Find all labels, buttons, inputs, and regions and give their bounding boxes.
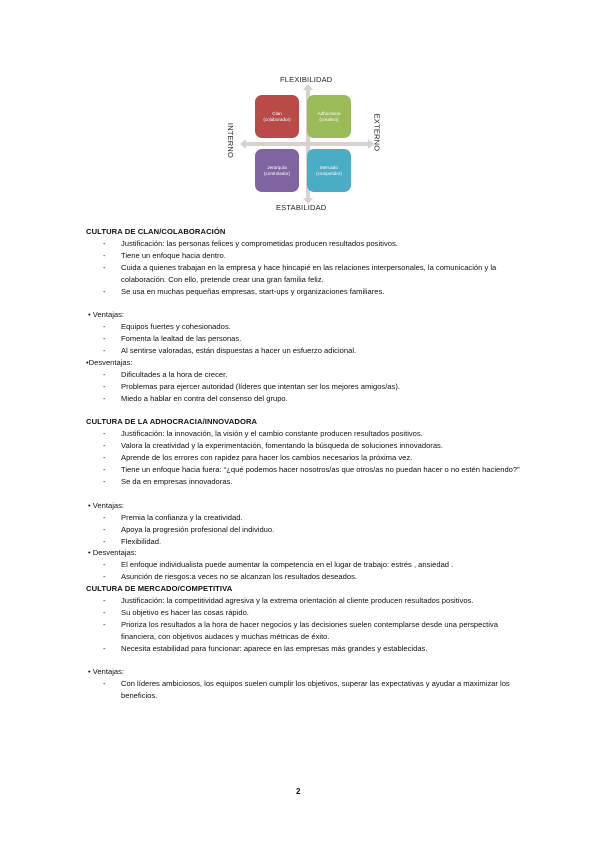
list-item: - Necesita estabilidad para funcionar: aparece en las empresas más grandes y establecidas. bbox=[86, 643, 526, 655]
quadrant-clan-subtitle: (colaborador) bbox=[263, 116, 291, 122]
list-item: - Justificación: la innovación, la visión y el cambio constante producen resultados positivos. bbox=[86, 428, 526, 440]
section-title-mercado: CULTURA DE MERCADO/COMPETITIVA bbox=[86, 584, 233, 594]
section-title-clan: CULTURA DE CLAN/COLABORACIÓN bbox=[86, 227, 226, 236]
list-item: - Premia la confianza y la creatividad. bbox=[86, 512, 526, 524]
desventajas-label-clan: •Desventajas: bbox=[86, 357, 133, 367]
section-title-adhocracia: CULTURA DE LA ADHOCRACIA/INNOVADORA bbox=[86, 417, 258, 427]
axis-label-left: INTERNO bbox=[226, 122, 236, 159]
list-item: - Al sentirse valoradas, están dispuestas a hacer un esfuerzo adicional. bbox=[86, 345, 526, 357]
quadrant-adhocracia-title: Adhocracia bbox=[317, 111, 341, 117]
axis-arrows bbox=[228, 72, 388, 217]
page-number: 2 bbox=[296, 787, 301, 796]
axis-label-bottom: ESTABILIDAD bbox=[276, 203, 327, 212]
list-item: - Cuida a quienes trabajan en la empresa y hace hincapié en las relaciones interpersonales, la comunicación y la colaboración. Con ello, pretende crear una gran familia feliz. bbox=[86, 262, 526, 286]
quadrant-jerarquia-subtitle: (controlador) bbox=[263, 170, 291, 176]
ventajas-label-mercado: • Ventajas: bbox=[88, 667, 125, 677]
ventajas-label-adhocracia: • Ventajas: bbox=[88, 500, 125, 510]
quadrant-adhocracia-subtitle: (creativo) bbox=[319, 116, 339, 122]
quadrant-mercado bbox=[307, 149, 351, 192]
list-item: - Su objetivo es hacer las cosas rápido. bbox=[86, 607, 526, 619]
list-item: - Apoya la progresión profesional del individuo. bbox=[86, 524, 526, 536]
list-item: - Asunción de riesgos:a veces no se alcanzan los resultados deseados. bbox=[86, 571, 526, 583]
list-item: - Tiene un enfoque hacia dentro. bbox=[86, 250, 526, 262]
list-item: - Valora la creatividad y la experimentación, fomentando la búsqueda de soluciones innovadoras. bbox=[86, 440, 526, 452]
list-item: - Justificación: la competitividad agresiva y la extrema orientación al cliente producen resultados positivos. bbox=[86, 595, 526, 607]
desventajas-label-adhocracia: • Desventajas: bbox=[88, 548, 137, 558]
quadrant-jerarquia bbox=[255, 149, 299, 192]
list-item: - Miedo a hablar en contra del consenso del grupo. bbox=[86, 393, 526, 405]
axis-label-top: FLEXIBILIDAD bbox=[280, 75, 333, 84]
culture-quadrant-diagram bbox=[228, 72, 388, 217]
list-item: - Prioriza los resultados a la hora de hacer negocios y las decisiones suelen contemplarse desde una perspectiva financiera, con objetivos audaces y muchas métricas de éxito. bbox=[86, 619, 526, 643]
list-item: - Con líderes ambiciosos, los equipos suelen cumplir los objetivos, superar las expectativas y ayudar a maximizar los beneficios. bbox=[86, 678, 526, 702]
quadrant-adhocracia bbox=[307, 95, 351, 138]
quadrant-clan bbox=[255, 95, 299, 138]
list-item: - Problemas para ejercer autoridad (líderes que intentan ser los mejores amigos/as). bbox=[86, 381, 526, 393]
ventajas-label-clan: • Ventajas: bbox=[88, 310, 125, 320]
list-item: - El enfoque individualista puede aumentar la competencia en el lugar de trabajo: estrés , ansiedad . bbox=[86, 559, 526, 571]
list-item: - Justificación: las personas felices y comprometidas producen resultados positivos. bbox=[86, 238, 526, 250]
list-item: - Flexibilidad. bbox=[86, 536, 526, 548]
list-item: - Equipos fuertes y cohesionados. bbox=[86, 321, 526, 333]
list-item: - Tiene un enfoque hacia fuera: “¿qué podemos hacer nosotros/as que otros/as no puedan hacer o no estén haciendo?” bbox=[86, 464, 526, 476]
axis-label-right: EXTERNO bbox=[372, 113, 382, 152]
list-item: - Dificultades a la hora de crecer. bbox=[86, 369, 526, 381]
quadrant-mercado-subtitle: (competidor) bbox=[316, 170, 342, 176]
document-body bbox=[86, 226, 526, 702]
quadrant-clan-title: Clan bbox=[272, 111, 282, 117]
quadrant-jerarquia-title: Jerarquía bbox=[267, 165, 287, 171]
list-item: - Aprende de los errores con rapidez para hacer los cambios necesarios la próxima vez. bbox=[86, 452, 526, 464]
list-item: - Se da en empresas innovadoras. bbox=[86, 476, 526, 488]
list-item: - Se usa en muchas pequeñas empresas, start-ups y organizaciones familiares. bbox=[86, 286, 526, 298]
list-item: - Fomenta la lealtad de las personas. bbox=[86, 333, 526, 345]
quadrant-mercado-title: Mercado bbox=[320, 165, 338, 171]
